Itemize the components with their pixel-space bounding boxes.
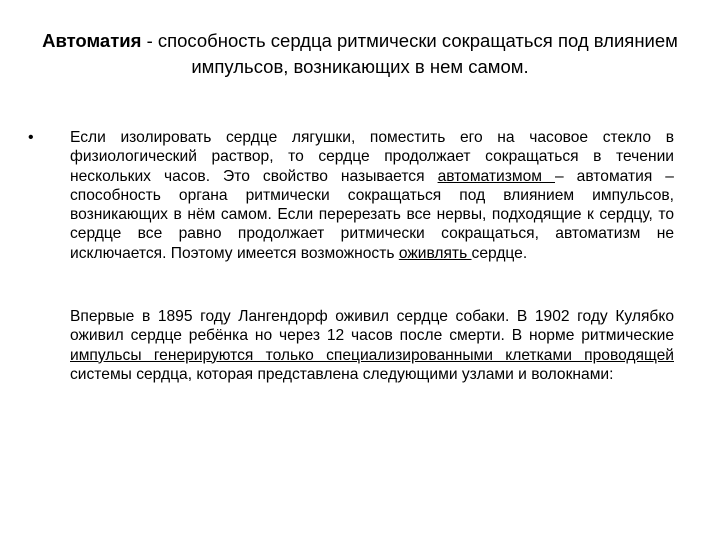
bullet-marker: •	[28, 129, 34, 146]
paragraph2-text-2: системы сердца, которая представлена следующими узлами и волокнами:	[70, 365, 614, 383]
slide-title	[40, 28, 680, 80]
title-definition: - способность сердца ритмически сокращаться под влиянием импульсов, возникающих в нем самом.	[141, 30, 678, 77]
title-term: Автоматия	[42, 30, 142, 51]
paragraph1-text-1: Если изолировать сердце лягушки, поместить его на часовое стекло в физиологический раствор, то сердце продолжает сокращаться в течении нескольких часов. Это свойство называется	[70, 129, 674, 185]
term-revive: оживлять	[398, 244, 472, 262]
paragraph-history	[70, 307, 674, 384]
paragraph1-text-2: – автоматия – способность органа ритмически сокращаться под влиянием импульсов, возникающих в нём самом. Если перерезать все нервы, подходящие к сердцу, то сердце все равно продолжает ритмически сокращаться, автоматизм не исключается. Поэтому имеется возможность	[70, 167, 674, 262]
term-automatism: автоматизмом	[437, 167, 555, 185]
paragraph-automatism	[70, 128, 674, 263]
term-conduction-cells: импульсы генерируются только специализированными клетками проводящей	[70, 346, 674, 364]
paragraph1-text-3: сердце.	[471, 244, 528, 262]
paragraph2-text-1: Впервые в 1895 году Лангендорф оживил сердце собаки. В 1902 году Кулябко оживил сердце ребёнка но через 12 часов после смерти. В норме ритмические	[70, 308, 674, 345]
